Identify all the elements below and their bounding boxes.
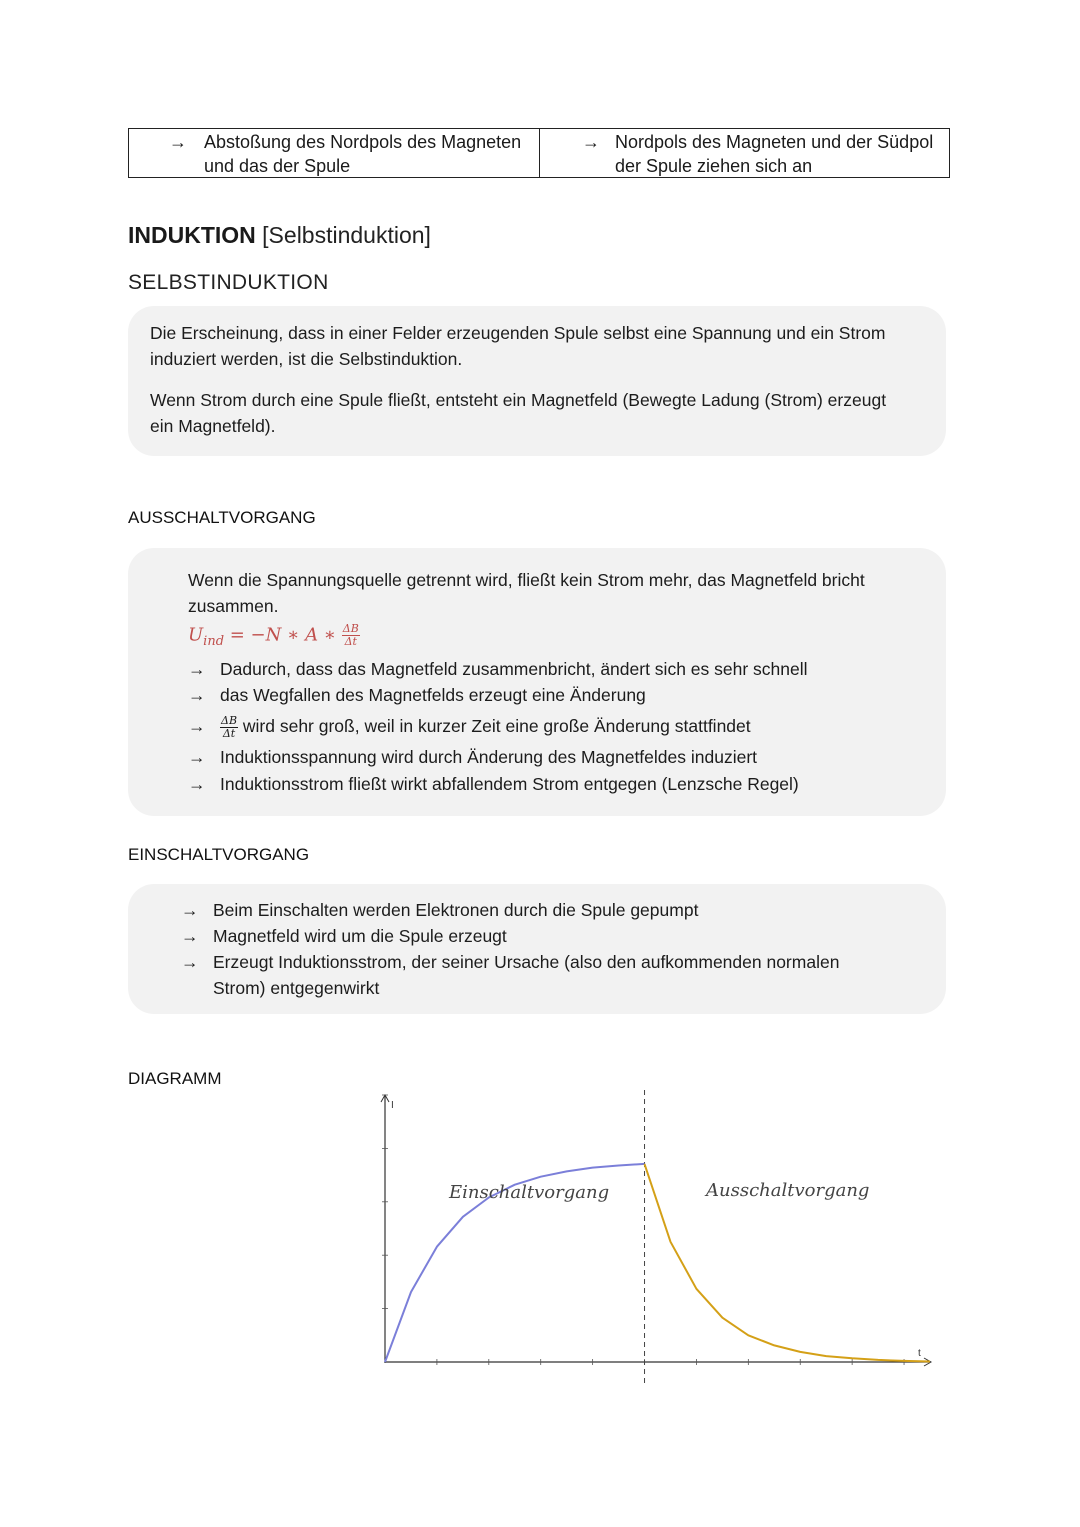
subsection-title-selbstinduktion: SELBSTINDUKTION	[128, 271, 329, 294]
annotation-ausschaltvorgang: Ausschaltvorgang	[706, 1180, 870, 1201]
subsection-title-ausschalt: AUSSCHALTVORGANG	[128, 508, 316, 527]
comparison-cell-right	[539, 129, 949, 177]
current-time-chart	[370, 1085, 950, 1395]
arrow-right-icon: →	[181, 900, 199, 920]
delta-b-over-delta-t: $\frac{\Delta B}{\Delta t}$	[342, 622, 359, 648]
comparison-table	[128, 128, 950, 178]
arrow-right-icon: →	[169, 132, 187, 152]
definition-paragraph-1: Die Erscheinung, dass in einer Felder erzeugenden Spule selbst eine Spannung und ein Strom induziert werden, ist die Selbstinduktion.	[150, 323, 886, 369]
comparison-cell-left	[129, 129, 539, 177]
arrow-right-icon: →	[582, 132, 600, 152]
comparison-right-text: Nordpols des Magneten und der Südpol der Spule ziehen sich an	[615, 132, 934, 176]
einschalt-box: → Beim Einschalten werden Elektronen durch die Spule gepumpt → Magnetfeld wird um die Spule erzeugt → Erzeugt Induktionsstrom, der seiner Ursache (also den aufkommenden normalen Strom) entgegenwirkt	[128, 884, 946, 1014]
delta-b-over-delta-t: $\frac{\Delta B}{\Delta t}$	[221, 713, 238, 740]
arrow-right-icon: →	[188, 774, 206, 794]
arrow-right-icon: →	[188, 685, 206, 705]
induction-formula: $U_{ind} = -N$ ∗ A ∗ $\frac{\Delta B}{\Delta t}$	[188, 622, 359, 650]
arrow-right-icon: →	[188, 716, 206, 736]
ausschalt-intro: Wenn die Spannungsquelle getrennt wird, fließt kein Strom mehr, das Magnetfeld bricht zusammen.	[188, 570, 865, 616]
comparison-left-text: Abstoßung des Nordpols des Magneten und das der Spule	[204, 132, 522, 176]
subsection-title-einschalt: EINSCHALTVORGANG	[128, 845, 310, 864]
definition-paragraph-2: Wenn Strom durch eine Spule fließt, entsteht ein Magnetfeld (Bewegte Ladung (Strom) erzeugt ein Magnetfeld).	[150, 390, 887, 436]
ausschalt-box: Wenn die Spannungsquelle getrennt wird, fließt kein Strom mehr, das Magnetfeld bricht zusammen. $U_{ind} = -N$ ∗ A ∗ $\frac{\Delta B}{\Delta t}$ → Dadurch, dass das Magnetfeld zusammenbricht, ändert sich es sehr schnell → das Wegfallen des Magnetfelds erzeugt eine Änderung → $\frac{\Delta B}{\Delta t}$ wird sehr groß, weil in kurzer Zeit eine große Änderung stattfindet → Induktionsspannung wird durch Änderung des Magnetfeldes induziert → Induktionsstrom fließt wirkt abfallendem Strom entgegen (Lenzsche Regel)	[128, 548, 946, 816]
definition-box	[128, 306, 946, 456]
y-axis-label: I	[391, 1100, 394, 1111]
annotation-einschaltvorgang: Einschaltvorgang	[449, 1182, 610, 1203]
x-axis-label: t	[918, 1348, 921, 1359]
arrow-right-icon: →	[188, 659, 206, 679]
axis-ticks	[382, 1095, 904, 1365]
section-heading: INDUKTION [Selbstinduktion]	[128, 222, 431, 248]
arrow-right-icon: →	[188, 747, 206, 767]
subsection-title-diagramm: DIAGRAMM	[128, 1069, 222, 1088]
arrow-right-icon: →	[181, 952, 199, 972]
arrow-right-icon: →	[181, 926, 199, 946]
